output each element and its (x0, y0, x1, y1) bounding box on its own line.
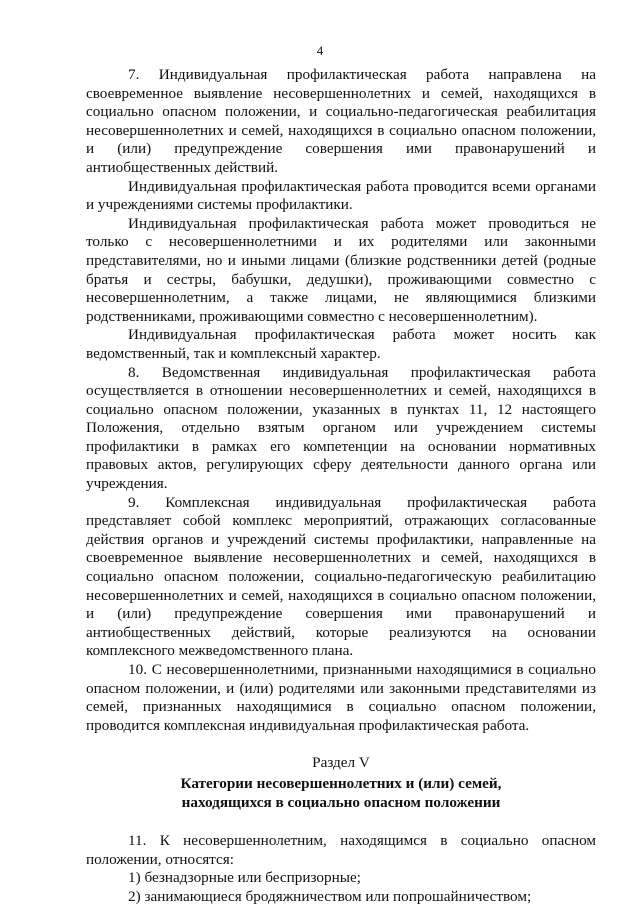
paragraph-8: 8. Ведомственная индивидуальная профилактическая работа осуществляется в отношении несовершеннолетних и семей, находящихся в социально опасном положении, указанных в пунктах 11, 12 настоящего Положения, отдельно взятым органом или учреждением системы профилактики в рамках его компетенции на основании нормативных правовых актов, регулирующих сферу деятельности данного органа или учреждения. (86, 363, 596, 493)
paragraph-10: 10. С несовершеннолетними, признанными находящимися в социально опасном положении, и (или) родителями или законными представителями из семей, признанных находящимися в социально опасном положении, проводится комплексная индивидуальная профилактическая работа. (86, 661, 596, 734)
section-title-line-1: Категории несовершеннолетних и (или) семей, (180, 774, 502, 792)
paragraph-7-note-3: Индивидуальная профилактическая работа может носить как ведомственный, так и комплексный характер. (86, 326, 596, 362)
paragraph-11: 11. К несовершеннолетним, находящимся в социально опасном положении, относятся: (86, 832, 596, 868)
paragraph-9: 9. Комплексная индивидуальная профилактическая работа представляет собой комплекс мероприятий, отражающих согласованные действия органов и учреждений системы профилактики, направленные на своевременное выявление несовершеннолетних и семей, находящихся в социально опасном положении, социально-педагогическую реабилитацию несовершеннолетних и семей, находящихся в социально опасном положении, и (или) предупреждение совершения ими правонарушений и антиобщественных действий, которые реализуются на основании комплексного межведомственного плана. (86, 493, 596, 660)
section-title (86, 775, 596, 812)
section-title-line-2: находящихся в социально опасном положении (181, 793, 501, 811)
document-body (86, 66, 596, 907)
paragraph-7: 7. Индивидуальная профилактическая работа направлена на своевременное выявление несовершеннолетних и семей, находящихся в социально опасном положении, и социально-педагогическая реабилитация несовершеннолетних и семей, находящихся в социально опасном положении, и (или) предупреждение совершения ими правонарушений и антиобщественных действий. (86, 66, 596, 176)
section-label: Раздел V (312, 754, 370, 772)
paragraph-7-note-1: Индивидуальная профилактическая работа проводится всеми органами и учреждениями системы профилактики. (86, 177, 596, 214)
list-item-1: 1) безнадзорные или беспризорные; (128, 869, 361, 887)
page-number: 4 (316, 43, 324, 58)
list-item-2: 2) занимающиеся бродяжничеством или попрошайничеством; (128, 887, 532, 905)
paragraph-7-note-2: Индивидуальная профилактическая работа может проводиться не только с несовершеннолетними и их родителями или законными представителями, но и иными лицами (близкие родственники детей (родные братья и сестры, бабушки, дедушки), проживающими совместно с несовершеннолетним, а также лицами, не являющимися близкими родственниками, проживающими совместно с несовершеннолетним). (86, 214, 596, 325)
